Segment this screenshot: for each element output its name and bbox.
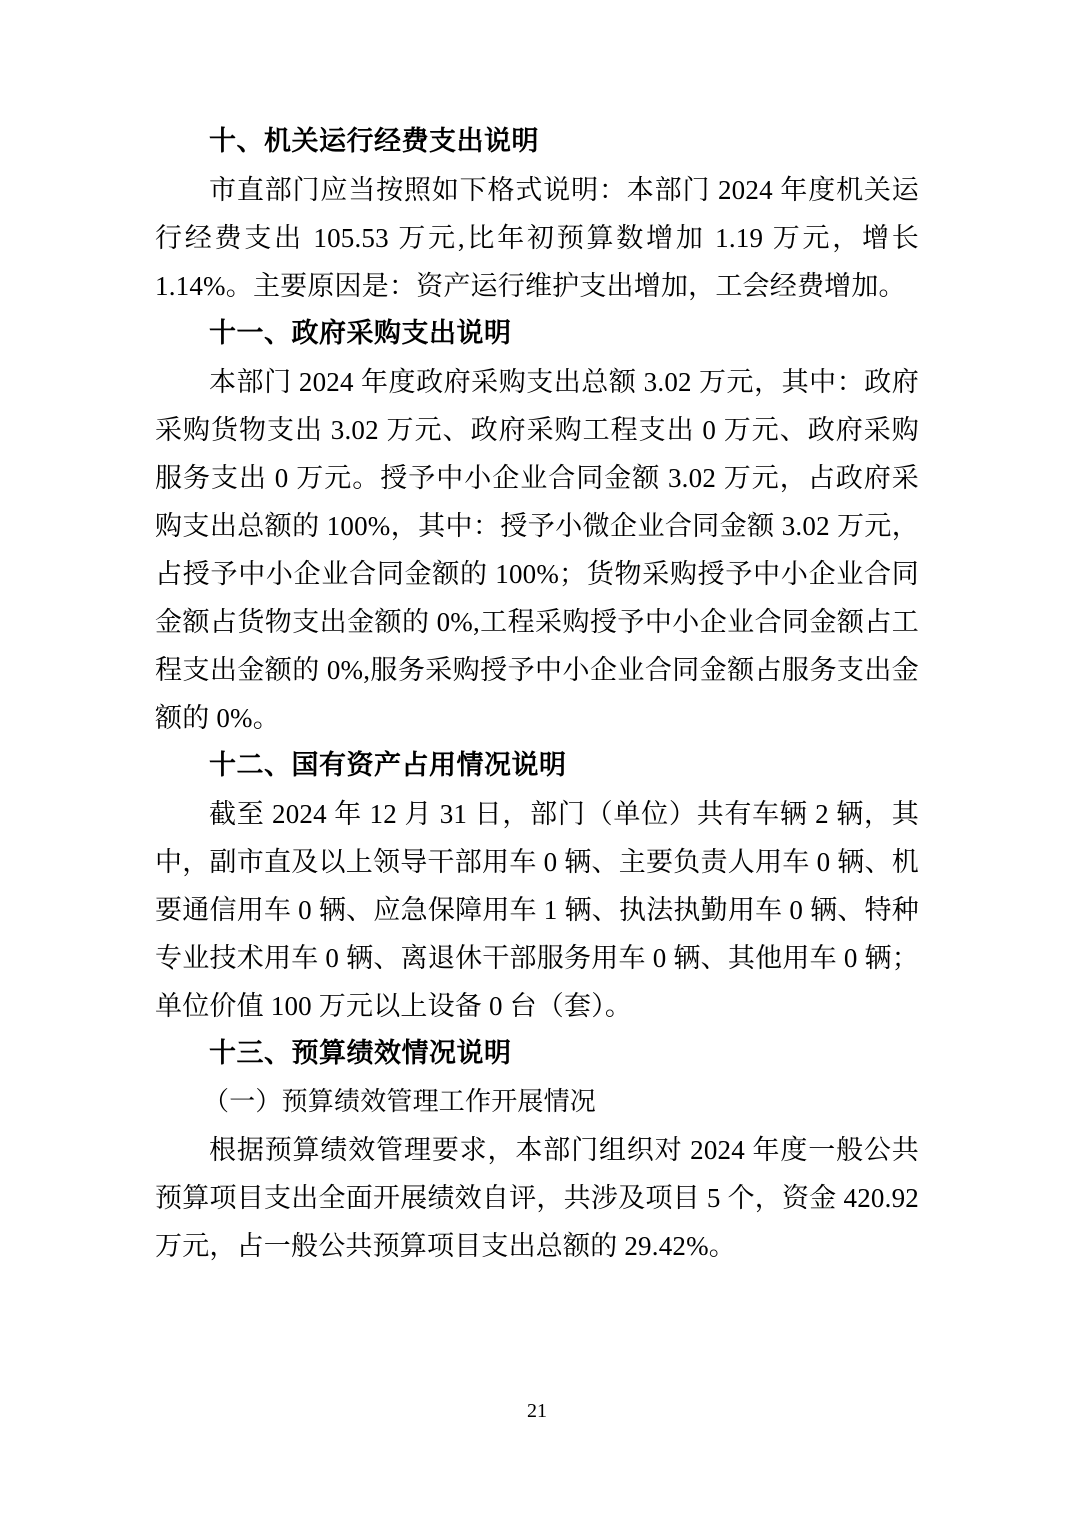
- heading-section-10: 十、机关运行经费支出说明: [209, 126, 539, 157]
- page-number: 21: [527, 1400, 547, 1422]
- paragraph-section-11-body: 本部门 2024 年度政府采购支出总额 3.02 万元，其中：政府采购货物支出 3.02 万元、政府采购工程支出 0 万元、政府采购服务支出 0 万元。授予中小企业合同金额 3.02 万元，占政府采购支出总额的 100%，其中：授予小微企业合同金额 3.02 万元，占授予中小企业合同金额的 100%；货物采购授予中小企业合同金额占货物支出金额的 0%,工程采购授予中小企业合同金额占工程支出金额的 0%,服务采购授予中小企业合同金额占服务支出金额的 0%。: [155, 367, 919, 733]
- heading-section-12: 十二、国有资产占用情况说明: [209, 750, 567, 781]
- document-body: [155, 118, 919, 1270]
- subheading-section-13-1: （一）预算绩效管理工作开展情况: [203, 1087, 597, 1116]
- heading-section-11: 十一、政府采购支出说明: [209, 318, 512, 349]
- paragraph-section-12-body: 截至 2024 年 12 月 31 日，部门（单位）共有车辆 2 辆，其中，副市直及以上领导干部用车 0 辆、主要负责人用车 0 辆、机要通信用车 0 辆、应急保障用车 1 辆、执法执勤用车 0 辆、特种专业技术用车 0 辆、离退休干部服务用车 0 辆、其他用车 0 辆；单位价值 100 万元以上设备 0 台（套）。: [155, 799, 919, 1021]
- heading-section-13: 十三、预算绩效情况说明: [209, 1038, 512, 1069]
- paragraph-section-13-1-body: 根据预算绩效管理要求，本部门组织对 2024 年度一般公共预算项目支出全面开展绩效自评，共涉及项目 5 个，资金 420.92 万元，占一般公共预算项目支出总额的 29.42%。: [155, 1135, 919, 1261]
- paragraph-section-10-body: 市直部门应当按照如下格式说明：本部门 2024 年度机关运行经费支出 105.53 万元,比年初预算数增加 1.19 万元，增长 1.14%。主要原因是：资产运行维护支出增加，工会经费增加。: [155, 175, 919, 301]
